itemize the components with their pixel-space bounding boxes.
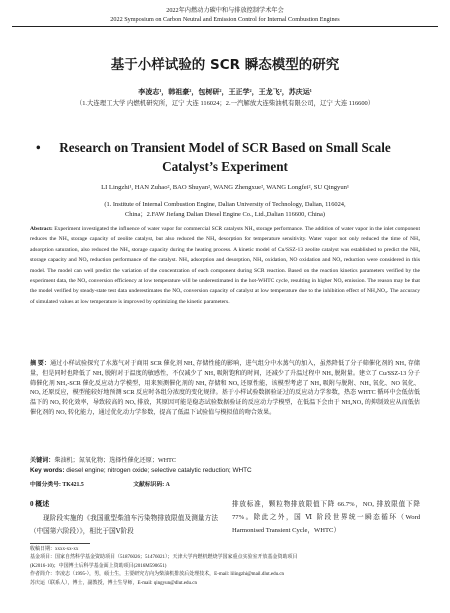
en-keywords-label: Key words: <box>30 467 65 474</box>
body-column-right: 排放标准，颗粒物排放限值下降 66.7%，NOₓ 排放限值下降 77%。除此之外，国 Ⅵ 阶段世界统一瞬态循环（Word Harmonised Transient Cycle，WHTC） <box>232 501 420 534</box>
chinese-title: 基于小样试验的 SCR 瞬态模型的研究 <box>110 57 340 73</box>
section-heading: 0 概述 <box>30 500 50 508</box>
english-authors: LI Lingzhi¹, HAN Zuhao², BAO Shuyan², WANG Zhengxue², WANG Longfei², SU Qingyun¹ <box>101 184 349 191</box>
document-code: 文献标识码: A <box>133 482 170 488</box>
body-column-left <box>30 498 218 538</box>
cn-keywords-text: 柴油机；氮氧化物；选择性催化还原；WHTC <box>54 458 176 464</box>
english-title-text: Research on Transient Model of SCR Based on Small Scale Catalyst’s Experiment <box>59 140 391 174</box>
header-rule <box>12 26 438 27</box>
bullet-icon: • <box>36 140 41 155</box>
footnote-author-2: 苏庆运（联系人），博士，副教授，博士生导师，E-mail: qingyun@dlut.edu.cn <box>30 580 197 586</box>
en-keywords-text: diesel engine; nitrogen oxide; selective catalytic reduction; WHTC <box>66 467 252 474</box>
chinese-keywords <box>30 455 420 464</box>
chinese-affiliation: （1.大连理工大学 内燃机研究所，辽宁 大连 116024；2.一汽解放大连柴油机有限公司，辽宁 大连 116600） <box>75 100 375 107</box>
footnote <box>30 546 425 588</box>
english-abstract <box>30 224 420 307</box>
cn-abstract-text: 通过小样试验探究了水蒸气对于商用 SCR 催化剂 NH₃ 存储性能的影响，进气组分中水蒸气的加入，虽然降低了分子筛催化剂的 NH₃ 存储量，但是同时也降低了 NH₃ 脱附对于温度的敏感性，不仅减少了 NH₃ 吸附饱和的时间，还减少了升温过程中 NH₃ 脱附量。建立了 Cu/SSZ-13 分子筛催化剂 NH₃-SCR 催化反应动力学模型，用来预测催化剂的 NH₃ 存储和 NOₓ 还原性能，该模型考虑了 NH₃ 吸附与脱附、NH₃ 氧化、NO 氧化、NOₓ 还原反应，模型能较好地预测 SCR 反应时各组分浓度的变化规律。基于小样试验数据验证过的反应动力学参数，热态 WHTC 循环中会低估低温下的 NOₓ 转化效率，导致较高的 NOₓ 排放，其原因可能是稳态试验数据验证的反应动力学模型，在低温下会由于 NH₄NO₃ 的抑制效应从而低估催化剂的 NOₓ 转化能力，通过优化动力学参数，提高了低温下试验值与模拟值的吻合效果。 <box>30 361 420 416</box>
running-header <box>0 6 450 24</box>
header-en: 2022 Symposium on Carbon Neutral and Emission Control for Internal Combustion Engines <box>110 16 340 23</box>
english-affiliation-line1: (1. Institute of Internal Combustion Engine, Dalian University of Technology, Dalian, 116024, <box>104 201 346 208</box>
chinese-authors: 李凌志¹，韩祖豪²，包树研²，王正学²，王龙飞²，苏庆运¹ <box>138 88 312 96</box>
abstract-label: Abstract: <box>30 226 53 232</box>
body-paragraph-left: 现阶段实施的《我国重型柴油车污染物排放限值及测量方法（中国第六阶段）》，相比于国Ⅴ阶段 <box>30 515 218 535</box>
chinese-abstract <box>30 360 420 419</box>
cn-keywords-label: 关键词： <box>30 458 55 464</box>
classification-codes <box>30 479 420 488</box>
footnote-rule <box>30 543 90 544</box>
english-keywords <box>30 467 420 474</box>
abstract-text: Experiment investigated the influence of water vapor for commercial SCR catalysts NH₃ storage performance. The addition of water vapor in the inlet component reduces the NH₃ storage capacity of zeolite catalyst, but also reduced the NH₃ desorption for temperature sensitivity. Water vapor not only reduced the time of NH₃ adsorption saturation, also reduced the NH₃ storage capacity during the heating process. A kinetic model of Cu/SSZ-13 zeolite catalyst was established to predict the NH₃ storage capacity and NOₓ reduction performance of the catalyst. NH₃ adsorption and desorption, NH₃ oxidation, NO oxidation and NOₓ reduction were considered in this model. The model can well predict the variation of the concentration of each component during SCR reaction. Based on the reaction kinetics parameters verified by the experiment data, the NOₓ conversion efficiency at low temperature will be underestimated in the hot-WHTC cycle, resulting in higher NOₓ emission. The reason may be that the model verified by steady-state test data underestimates the NOₓ conversion capacity of catalyst at low temperature due to the inhibition effect of NH₄NO₃. The accuracy of simulated values at low temperature is improved by optimizing the kinetic parameters. <box>30 226 420 305</box>
footnote-fund-1: 基金项目：国家自然科学基金资助项目（51876026；51476021）；天津大学内燃机燃烧学国家重点实验室开放基金资助项目 <box>30 555 298 561</box>
footnote-author-1: 作者简介：李凌志（1995-），男，硕士生，主要研究方向为柴油机排放后处理技术，E-mail: lilingzhi@mail.dlut.edu.cn <box>30 572 285 578</box>
header-cn: 2022年内燃动力碳中和与排放控制学术年会 <box>166 7 284 14</box>
english-affiliation-line2: China；2.FAW Jiefang Dalian Diesel Engine Co., Ltd.,Dalian 116600, China) <box>125 211 325 218</box>
footnote-fund-2: (K2016-10)；中国博士后科学基金面上资助项目(2016M590651) <box>30 563 167 569</box>
english-title <box>36 139 410 176</box>
english-affiliation <box>0 200 450 220</box>
footnote-received: 收稿日期：xxxx-xx-xx <box>30 547 79 552</box>
cn-abstract-label: 摘 要： <box>30 361 51 367</box>
clc-number: 中图分类号: TK421.5 <box>30 482 84 488</box>
